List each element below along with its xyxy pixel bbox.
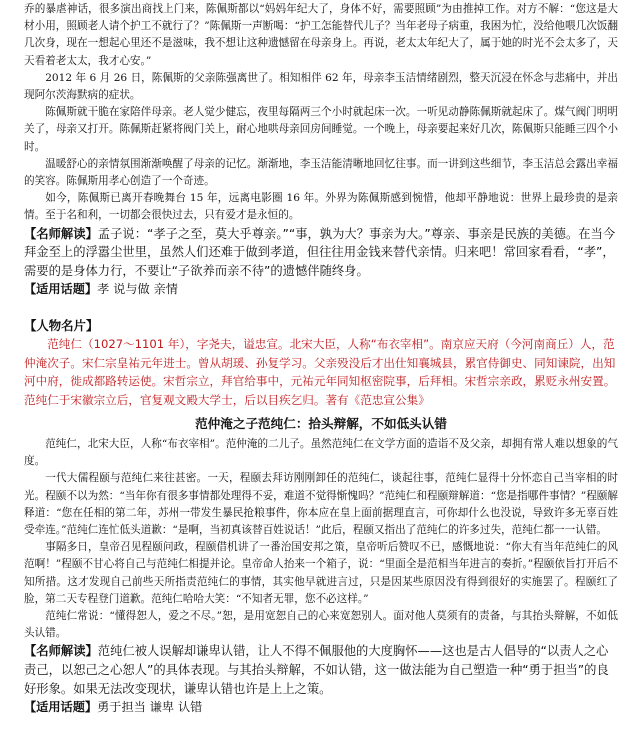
topics-label: 【适用话题】 [24,700,98,715]
story2-title: 范仲淹之子范纯仁：拾头辩解，不如低头认错 [195,416,447,432]
story1-paragraph: 温暖舒心的亲情氛围渐渐唤醒了母亲的记忆。渐渐地，李玉洁能清晰地回忆往事。而一讲到这些细节，李玉洁总会露出幸福的笑容。陈佩斯用孝心创造了一个奇迹。 [24,157,618,188]
profile-text: 范纯仁（1027～1101 年），字尧夫，谥忠宣。北宋大臣，人称“布衣宰相”。南京应天府（今河南商丘）人，范仲淹次子。宋仁宗皇祐元年进士。曾从胡瑗、孙复学习。父亲殁没后才出仕知襄城县，累官侍御史、同知谏院，出知河中府，徙成都路转运使。宋哲宗立，拜官给事中，元祐元年同知枢密院事，后拜相。宋哲宗亲政，累贬永州安置。范纯仁于宋徽宗立后，官复观文殿大学士，后以目疾乞归。著有《范忠宣公集》 [24,337,616,407]
story1-paragraph: 如今，陈佩斯已离开春晚舞台 15 年，远离电影圈 16 年。外界为陈佩斯感到惋惜，他却平静地说：世界上最珍贵的是亲情。至于名和利，一切都会很快过去，只有爱才是永恒的。 [24,192,618,222]
story2-paragraph: 范纯仁常说：“懂得恕人，爱之不尽。”恕，是用宽恕自己的心来宽恕别人。面对他人莫须有的责备，与其抬头辩解，不如低头认错。 [24,610,618,640]
story1-paragraph: 2012 年 6 月 26 日，陈佩斯的父亲陈强离世了。相知相伴 62 年，母亲李玉洁情绪剧烈，整天沉浸在怀念与悲痛中，并出现阿尔茨海默病的症状。 [24,71,618,102]
topics-label: 【适用话题】 [24,282,98,297]
story1-paragraph: 陈佩斯就干脆在家陪伴母亲。老人觉少健忘，夜里每隔两三个小时就起床一次。一听见动静陈佩斯就起床了。煤气阀门明明关了，母亲又打开。陈佩斯赶紧将阀门关上，耐心地哄母亲回房间睡觉。一个晚上，母亲要起来好几次，陈佩斯只能睡三四个小时。 [24,106,618,153]
section-gap [24,299,618,316]
story2-paragraph: 一代大儒程颐与范纯仁来往甚密。一天，程颐去拜访刚刚卸任的范纯仁，谈起往事，范纯仁显得十分怀恋自己当宰相的时光。程颐不以为然：“当年你有很多事情都处理得不妥，难道不觉得惭愧吗？”范纯仁和程颐辩解道：“您是指哪件事情？”程颐解释道：“您在任相的第二年，苏州一带发生暴民抢粮事件，你本应在皇上面前据理直言，可你却什么也没说，导致许多无辜百姓受牵连。”范纯仁连忙低头道歉：“是啊，当初真该替百姓说话！”此后，程颐又指出了范纯仁的许多过失，范纯仁都一一认错。 [24,472,618,537]
applicable-topics-1 [24,280,618,299]
profile-label: 【人物名片】 [24,318,99,334]
teacher-commentary-1 [24,225,618,281]
story1-paragraph: 乔的暴虐神话，很多演出商找上门来，陈佩斯都以“妈妈年纪大了，身体不好，需要照顾”为由推掉工作。对方不解：“您这是大材小用，照顾老人请个护工不就行了？”陈佩斯一声断喝：“护工怎能替代儿子？当年老母子病重，我困为忙，没给他喂几次饭翻几次身，现在一想起心里还不是滋味，我不想让这种遗憾留在母亲身上。再说，老太太年纪大了，属于她的时光不会太多了，天天看着老太太，我才心安。” [24,3,618,67]
teacher-commentary-2 [24,642,618,698]
topics-text: 孝 说与做 亲情 [97,282,178,297]
topics-text: 勇于担当 谦卑 认错 [97,700,203,715]
story2-paragraph: 范纯仁，北宋大臣，人称“布衣宰相”。范仲淹的二儿子。虽然范纯仁在文学方面的造诣不及父亲，却拥有常人难以想象的气度。 [24,438,618,468]
story2-paragraph: 事隔多日，皇帝召见程颐问政，程颐借机讲了一番治国安邦之策，皇帝听后赞叹不已，感慨地说：“你大有当年范纯仁的风范啊！”程颐不甘心将自己与范纯仁相提并论。皇帝命人抬来一个箱子，说：“里面全是范相当年进言的奏折。”程颐依旨打开后不知所措。这才发现自己前些天所指责范纯仁的事情，其实他早就进言过，只是因某些原因没有得到很好的实施罢了。程颐红了脸，第二天专程登门道歉。范纯仁哈哈大笑：“不知者无罪，您不必这样。” [24,541,618,605]
commentary-text: 范纯仁被人误解却谦卑认错，让人不得不佩服他的大度胸怀——这也是古人倡导的“以责人之心责己，以恕己之心恕人”的具体表现。与其抬头辩解，不如认错，这一做法能为自己塑造一种“勇于担当”的良好形象。如果无法改变现状，谦卑认错也许是上上之策。 [24,644,609,696]
commentary-label: 【名师解读】 [24,226,98,241]
commentary-text: 孟子说：“孝子之至，莫大乎尊亲。”“事，孰为大？事亲为大。”尊亲、事亲是民族的美德。在当今拜金至上的浮嚣尘世里，虽然人们还难于做到孝道，但往往用金钱来替代亲情。归来吧！常回家看看，“孝”，需要的是身体力行，不要让“子欲养而亲不待”的遗憾伴随终身。 [24,226,616,278]
applicable-topics-2 [24,698,618,717]
commentary-label: 【名师解读】 [24,644,98,659]
